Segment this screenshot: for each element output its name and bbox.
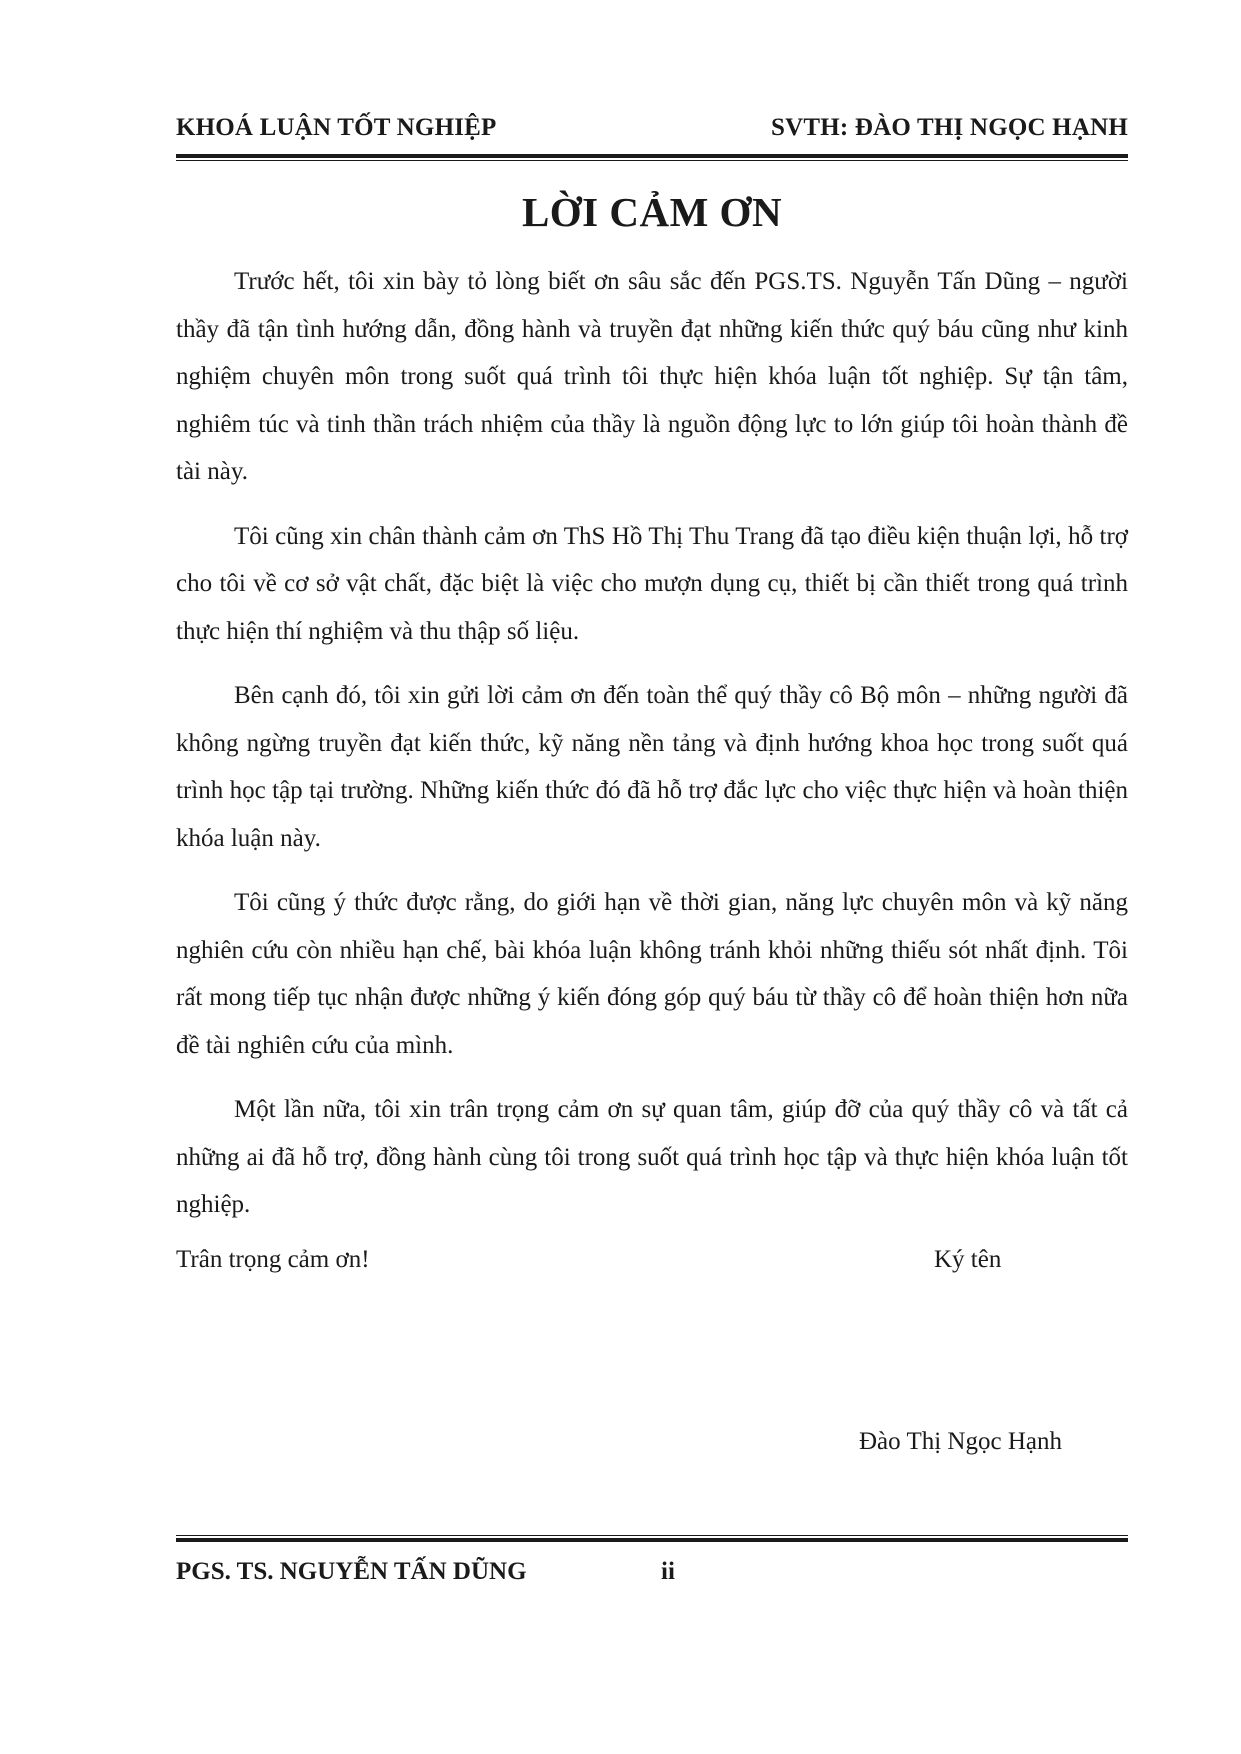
header-thesis-label: KHOÁ LUẬN TỐT NGHIỆP (176, 114, 497, 141)
header-rule (176, 154, 1128, 161)
paragraph: Bên cạnh đó, tôi xin gửi lời cảm ơn đến toàn thể quý thầy cô Bộ môn – những người đã không ngừng truyền đạt kiến thức, kỹ năng nền tảng và định hướng khoa học trong suốt quá trình học tập tại trường. Những kiến thức đó đã hỗ trợ đắc lực cho việc thực hiện và hoàn thiện khóa luận này. (176, 682, 1128, 852)
acknowledgement-body (176, 258, 1128, 1246)
footer-advisor: PGS. TS. NGUYỄN TẤN DŨNG (176, 1558, 527, 1585)
page-header (176, 114, 1128, 148)
paragraph: Một lần nữa, tôi xin trân trọng cảm ơn sự quan tâm, giúp đỡ của quý thầy cô và tất cả những ai đã hỗ trợ, đồng hành cùng tôi trong suốt quá trình học tập và thực hiện khóa luận tốt nghiệp. (176, 1096, 1128, 1218)
paragraph: Trước hết, tôi xin bày tỏ lòng biết ơn sâu sắc đến PGS.TS. Nguyễn Tấn Dũng – người thầy đã tận tình hướng dẫn, đồng hành và truyền đạt những kiến thức quý báu cũng như kinh nghiệm chuyên môn trong suốt quá trình tôi thực hiện khóa luận tốt nghiệp. Sự tận tâm, nghiêm túc và tinh thần trách nhiệm của thầy là nguồn động lực to lớn giúp tôi hoàn thành đề tài này. (176, 268, 1128, 485)
paragraph: Tôi cũng ý thức được rằng, do giới hạn về thời gian, năng lực chuyên môn và kỹ năng nghiên cứu còn nhiều hạn chế, bài khóa luận không tránh khỏi những thiếu sót nhất định. Tôi rất mong tiếp tục nhận được những ý kiến đóng góp quý báu từ thầy cô để hoàn thiện hơn nữa đề tài nghiên cứu của mình. (176, 889, 1128, 1059)
paragraph: Tôi cũng xin chân thành cảm ơn ThS Hồ Thị Thu Trang đã tạo điều kiện thuận lợi, hỗ trợ cho tôi về cơ sở vật chất, đặc biệt là việc cho mượn dụng cụ, thiết bị cần thiết trong quá trình thực hiện thí nghiệm và thu thập số liệu. (176, 522, 1128, 645)
page-number: ii (661, 1558, 675, 1585)
footer-rule (176, 1535, 1128, 1542)
header-student-name: SVTH: ĐÀO THỊ NGỌC HẠNH (771, 114, 1128, 141)
closing-salutation: Trân trọng cảm ơn! (176, 1246, 370, 1273)
signature-label: Ký tên (934, 1246, 1002, 1273)
page-title: LỜI CẢM ƠN (521, 189, 783, 235)
signer-name: Đào Thị Ngọc Hạnh (859, 1428, 1062, 1455)
